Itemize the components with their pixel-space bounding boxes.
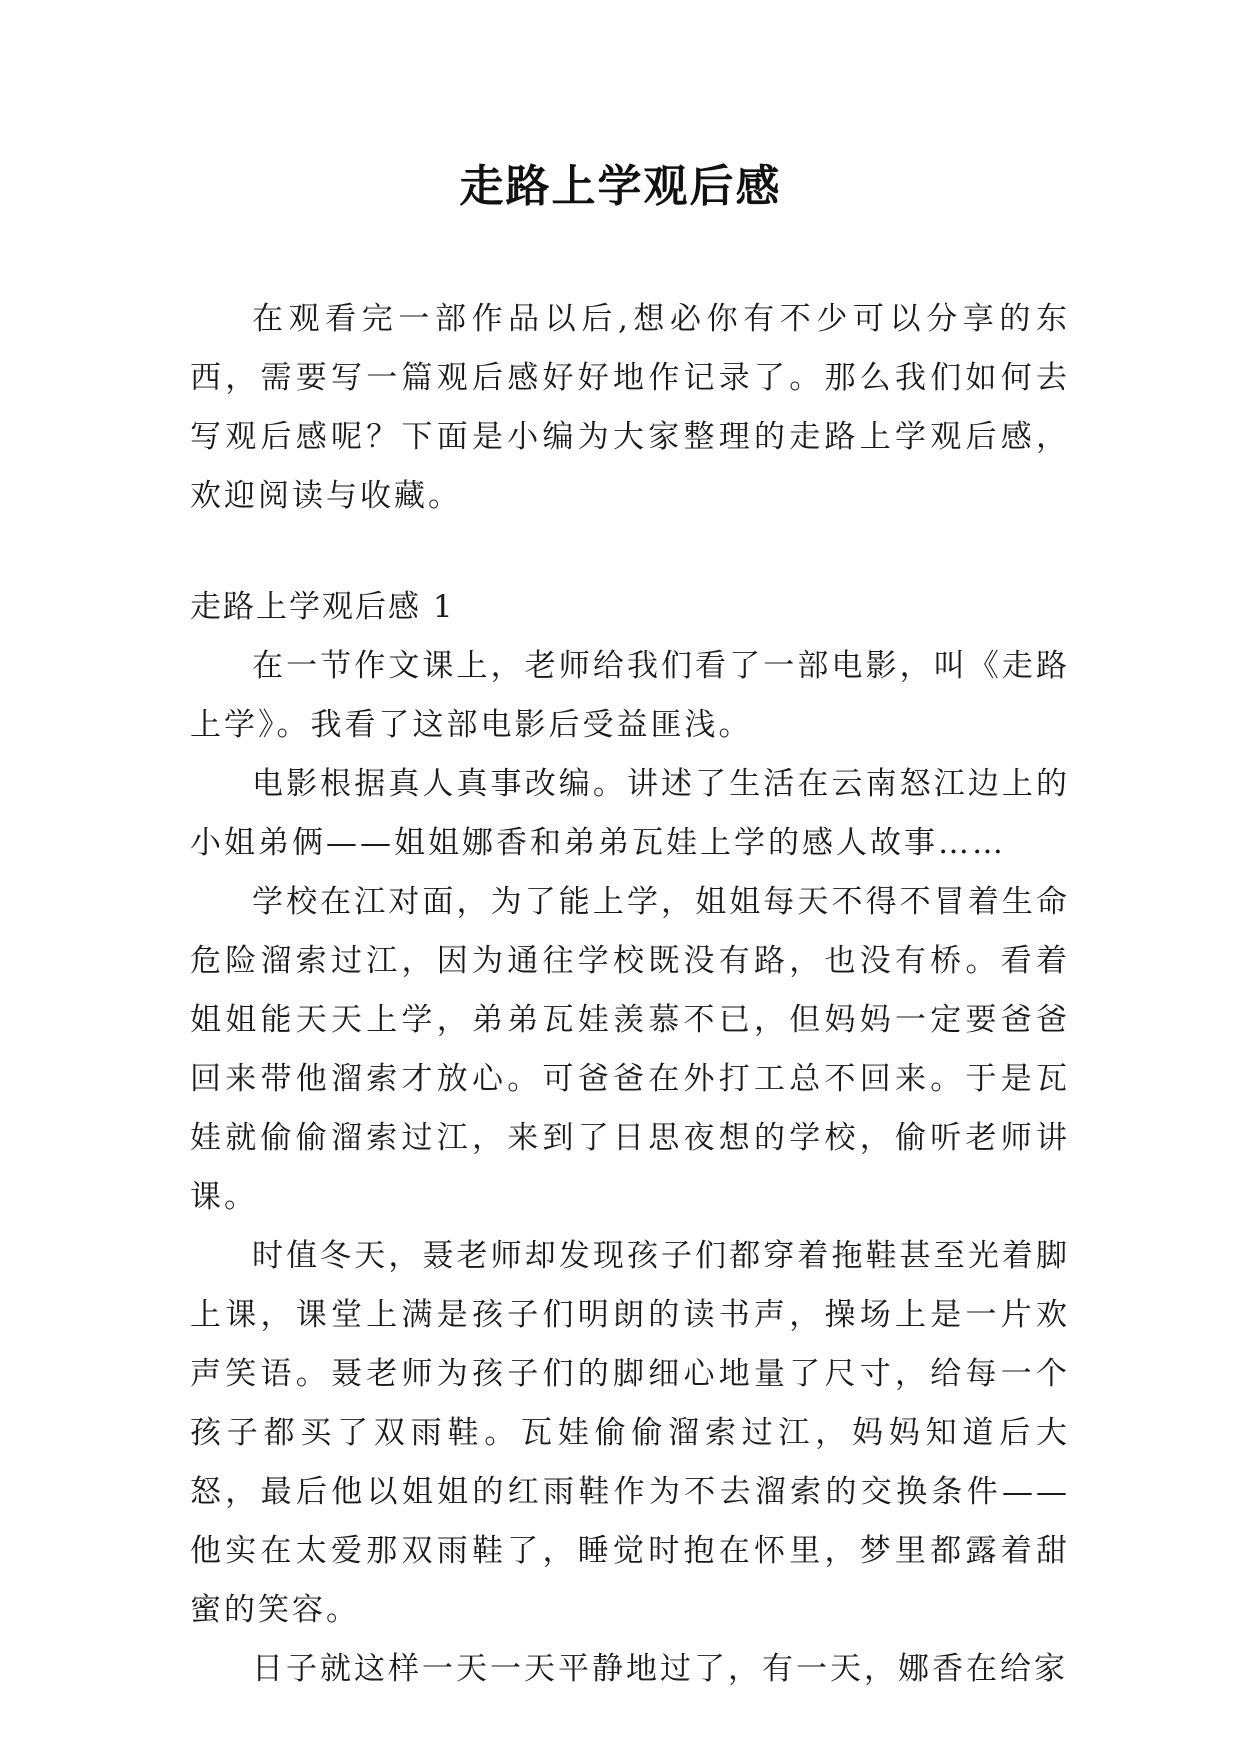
document-title: 走路上学观后感 xyxy=(459,161,782,212)
body-paragraph: 日子就这样一天一天平静地过了，有一天，娜香在给家 xyxy=(252,1651,1068,1687)
intro-block xyxy=(190,290,1070,526)
section-block xyxy=(190,578,1070,1699)
body-paragraph: 在一节作文课上，老师给我们看了一部电影，叫《走路上学》。我看了这部电影后受益匪浅。 xyxy=(190,648,1070,743)
body-paragraph: 电影根据真人真事改编。讲述了生活在云南怒江边上的小姐弟俩——姐姐娜香和弟弟瓦娃上学的感人故事…… xyxy=(190,766,1070,861)
body-paragraph: 学校在江对面，为了能上学，姐姐每天不得不冒着生命危险溜索过江，因为通往学校既没有路，也没有桥。看着姐姐能天天上学，弟弟瓦娃羡慕不已，但妈妈一定要爸爸回来带他溜索才放心。可爸爸在外打工总不回来。于是瓦娃就偷偷溜索过江，来到了日思夜想的学校，偷听老师讲课。 xyxy=(190,884,1070,1215)
body-paragraph: 时值冬天，聂老师却发现孩子们都穿着拖鞋甚至光着脚上课，课堂上满是孩子们明朗的读书声，操场上是一片欢声笑语。聂老师为孩子们的脚细心地量了尺寸，给每一个孩子都买了双雨鞋。瓦娃偷偷溜索过江，妈妈知道后大怒，最后他以姐姐的红雨鞋作为不去溜索的交换条件——他实在太爱那双雨鞋了，睡觉时抱在怀里，梦里都露着甜蜜的笑容。 xyxy=(190,1238,1070,1628)
intro-paragraph: 在观看完一部作品以后,想必你有不少可以分享的东西，需要写一篇观后感好好地作记录了。那么我们如何去写观后感呢？下面是小编为大家整理的走路上学观后感，欢迎阅读与收藏。 xyxy=(190,301,1070,514)
section-title: 走路上学观后感 1 xyxy=(190,589,455,625)
